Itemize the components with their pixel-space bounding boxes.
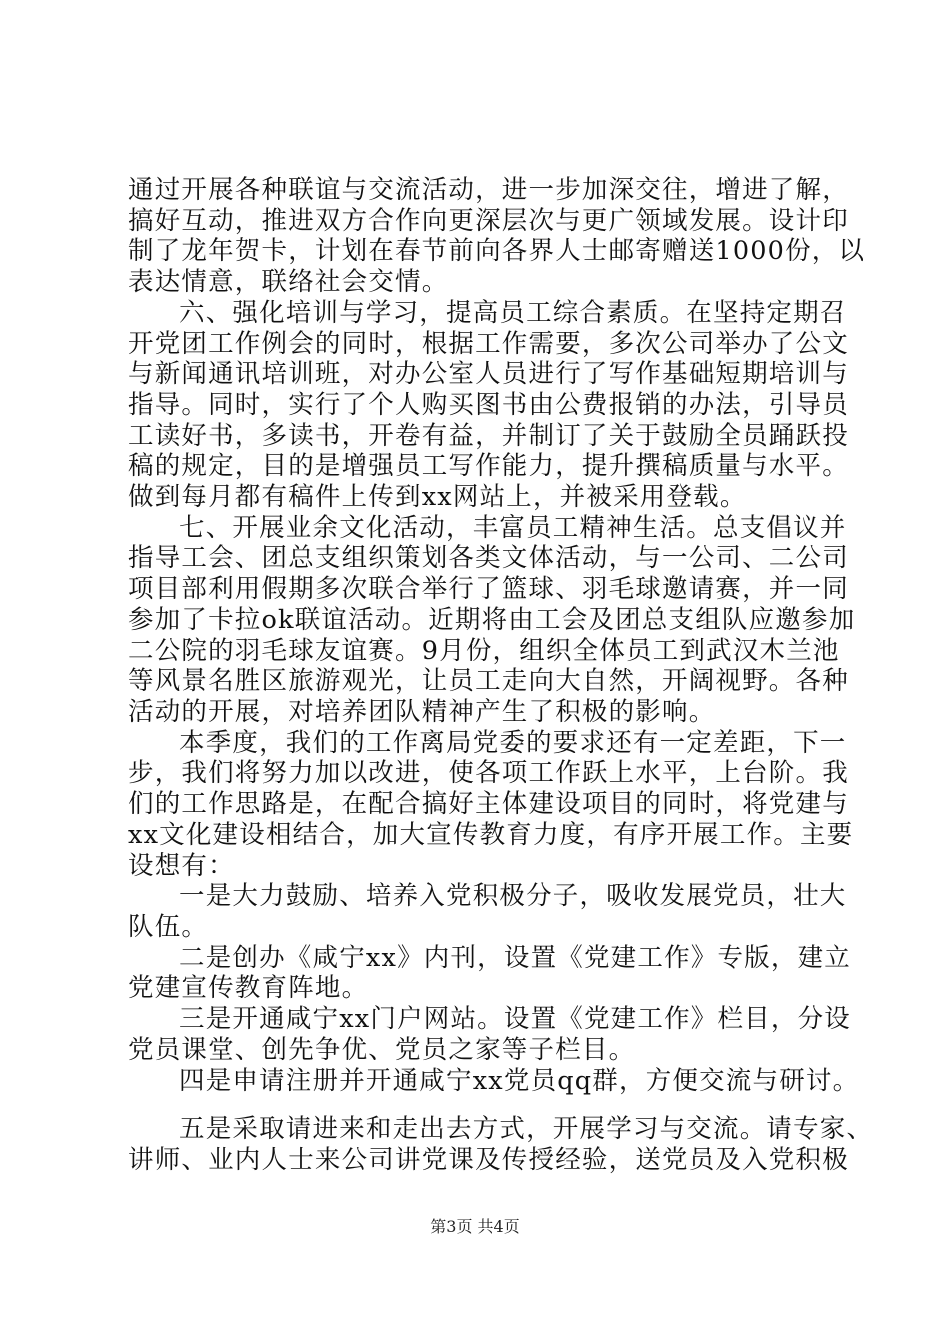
text-line: 稿的规定，目的是增强员工写作能力，提升撰稿质量与水平。 — [128, 451, 849, 481]
text-line: 步，我们将努力加以改进，使各项工作跃上水平，上台阶。我 — [128, 758, 849, 788]
text-line: 队伍。 — [128, 912, 209, 942]
text-line: 设想有： — [128, 851, 235, 881]
paragraph-start-line: 一是大力鼓励、培养入党积极分子，吸收发展党员，壮大 — [179, 881, 847, 911]
paragraph-start-line: 二是创办《咸宁xx》内刊，设置《党建工作》专版，建立 — [179, 943, 851, 973]
text-line: 制了龙年贺卡，计划在春节前向各界人士邮寄赠送1000份，以 — [128, 236, 866, 266]
text-line: 指导工会、团总支组织策划各类文体活动，与一公司、二公司 — [128, 543, 849, 573]
paragraph-start-line: 四是申请注册并开通咸宁xx党员qq群，方便交流与研讨。 — [179, 1066, 860, 1096]
paragraph-start-line: 五是采取请进来和走出去方式，开展学习与交流。请专家、 — [179, 1114, 874, 1144]
text-line: 指导。同时，实行了个人购买图书由公费报销的办法，引导员 — [128, 390, 849, 420]
text-line: 等风景名胜区旅游观光，让员工走向大自然，开阔视野。各种 — [128, 666, 849, 696]
text-line: 与新闻通讯培训班，对办公室人员进行了写作基础短期培训与 — [128, 359, 849, 389]
text-line: 二公院的羽毛球友谊赛。9月份，组织全体员工到武汉木兰池 — [128, 636, 840, 666]
page-footer: 第3页 共4页 — [430, 1217, 520, 1236]
text-line: 通过开展各种联谊与交流活动，进一步加深交往，增进了解， — [128, 175, 849, 205]
text-line: 们的工作思路是，在配合搞好主体建设项目的同时，将党建与 — [128, 789, 849, 819]
paragraph-start-line: 三是开通咸宁xx门户网站。设置《党建工作》栏目，分设 — [179, 1004, 851, 1034]
text-line: 开党团工作例会的同时，根据工作需要，多次公司举办了公文 — [128, 329, 849, 359]
paragraph-start-line: 七、开展业余文化活动，丰富员工精神生活。总支倡议并 — [179, 513, 847, 543]
text-line: 党建宣传教育阵地。 — [128, 973, 369, 1003]
text-line: 工读好书，多读书，开卷有益，并制订了关于鼓励全员踊跃投 — [128, 421, 849, 451]
text-line: 做到每月都有稿件上传到xx网站上，并被采用登载。 — [128, 482, 747, 512]
paragraph-start-line: 本季度，我们的工作离局党委的要求还有一定差距，下一 — [179, 728, 847, 758]
text-line: xx文化建设相结合，加大宣传教育力度，有序开展工作。主要 — [128, 820, 854, 850]
text-line: 活动的开展，对培养团队精神产生了积极的影响。 — [128, 697, 716, 727]
text-line: 搞好互动，推进双方合作向更深层次与更广领域发展。设计印 — [128, 206, 849, 236]
paragraph-start-line: 六、强化培训与学习，提高员工综合素质。在坚持定期召 — [179, 298, 847, 328]
text-line: 党员课堂、创先争优、党员之家等子栏目。 — [128, 1035, 636, 1065]
text-line: 表达情意，联络社会交情。 — [128, 267, 449, 297]
text-line: 讲师、业内人士来公司讲党课及传授经验，送党员及入党积极 — [128, 1145, 849, 1175]
text-line: 项目部利用假期多次联合举行了篮球、羽毛球邀请赛，并一同 — [128, 574, 849, 604]
text-line: 参加了卡拉ok联谊活动。近期将由工会及团总支组队应邀参加 — [128, 605, 856, 635]
